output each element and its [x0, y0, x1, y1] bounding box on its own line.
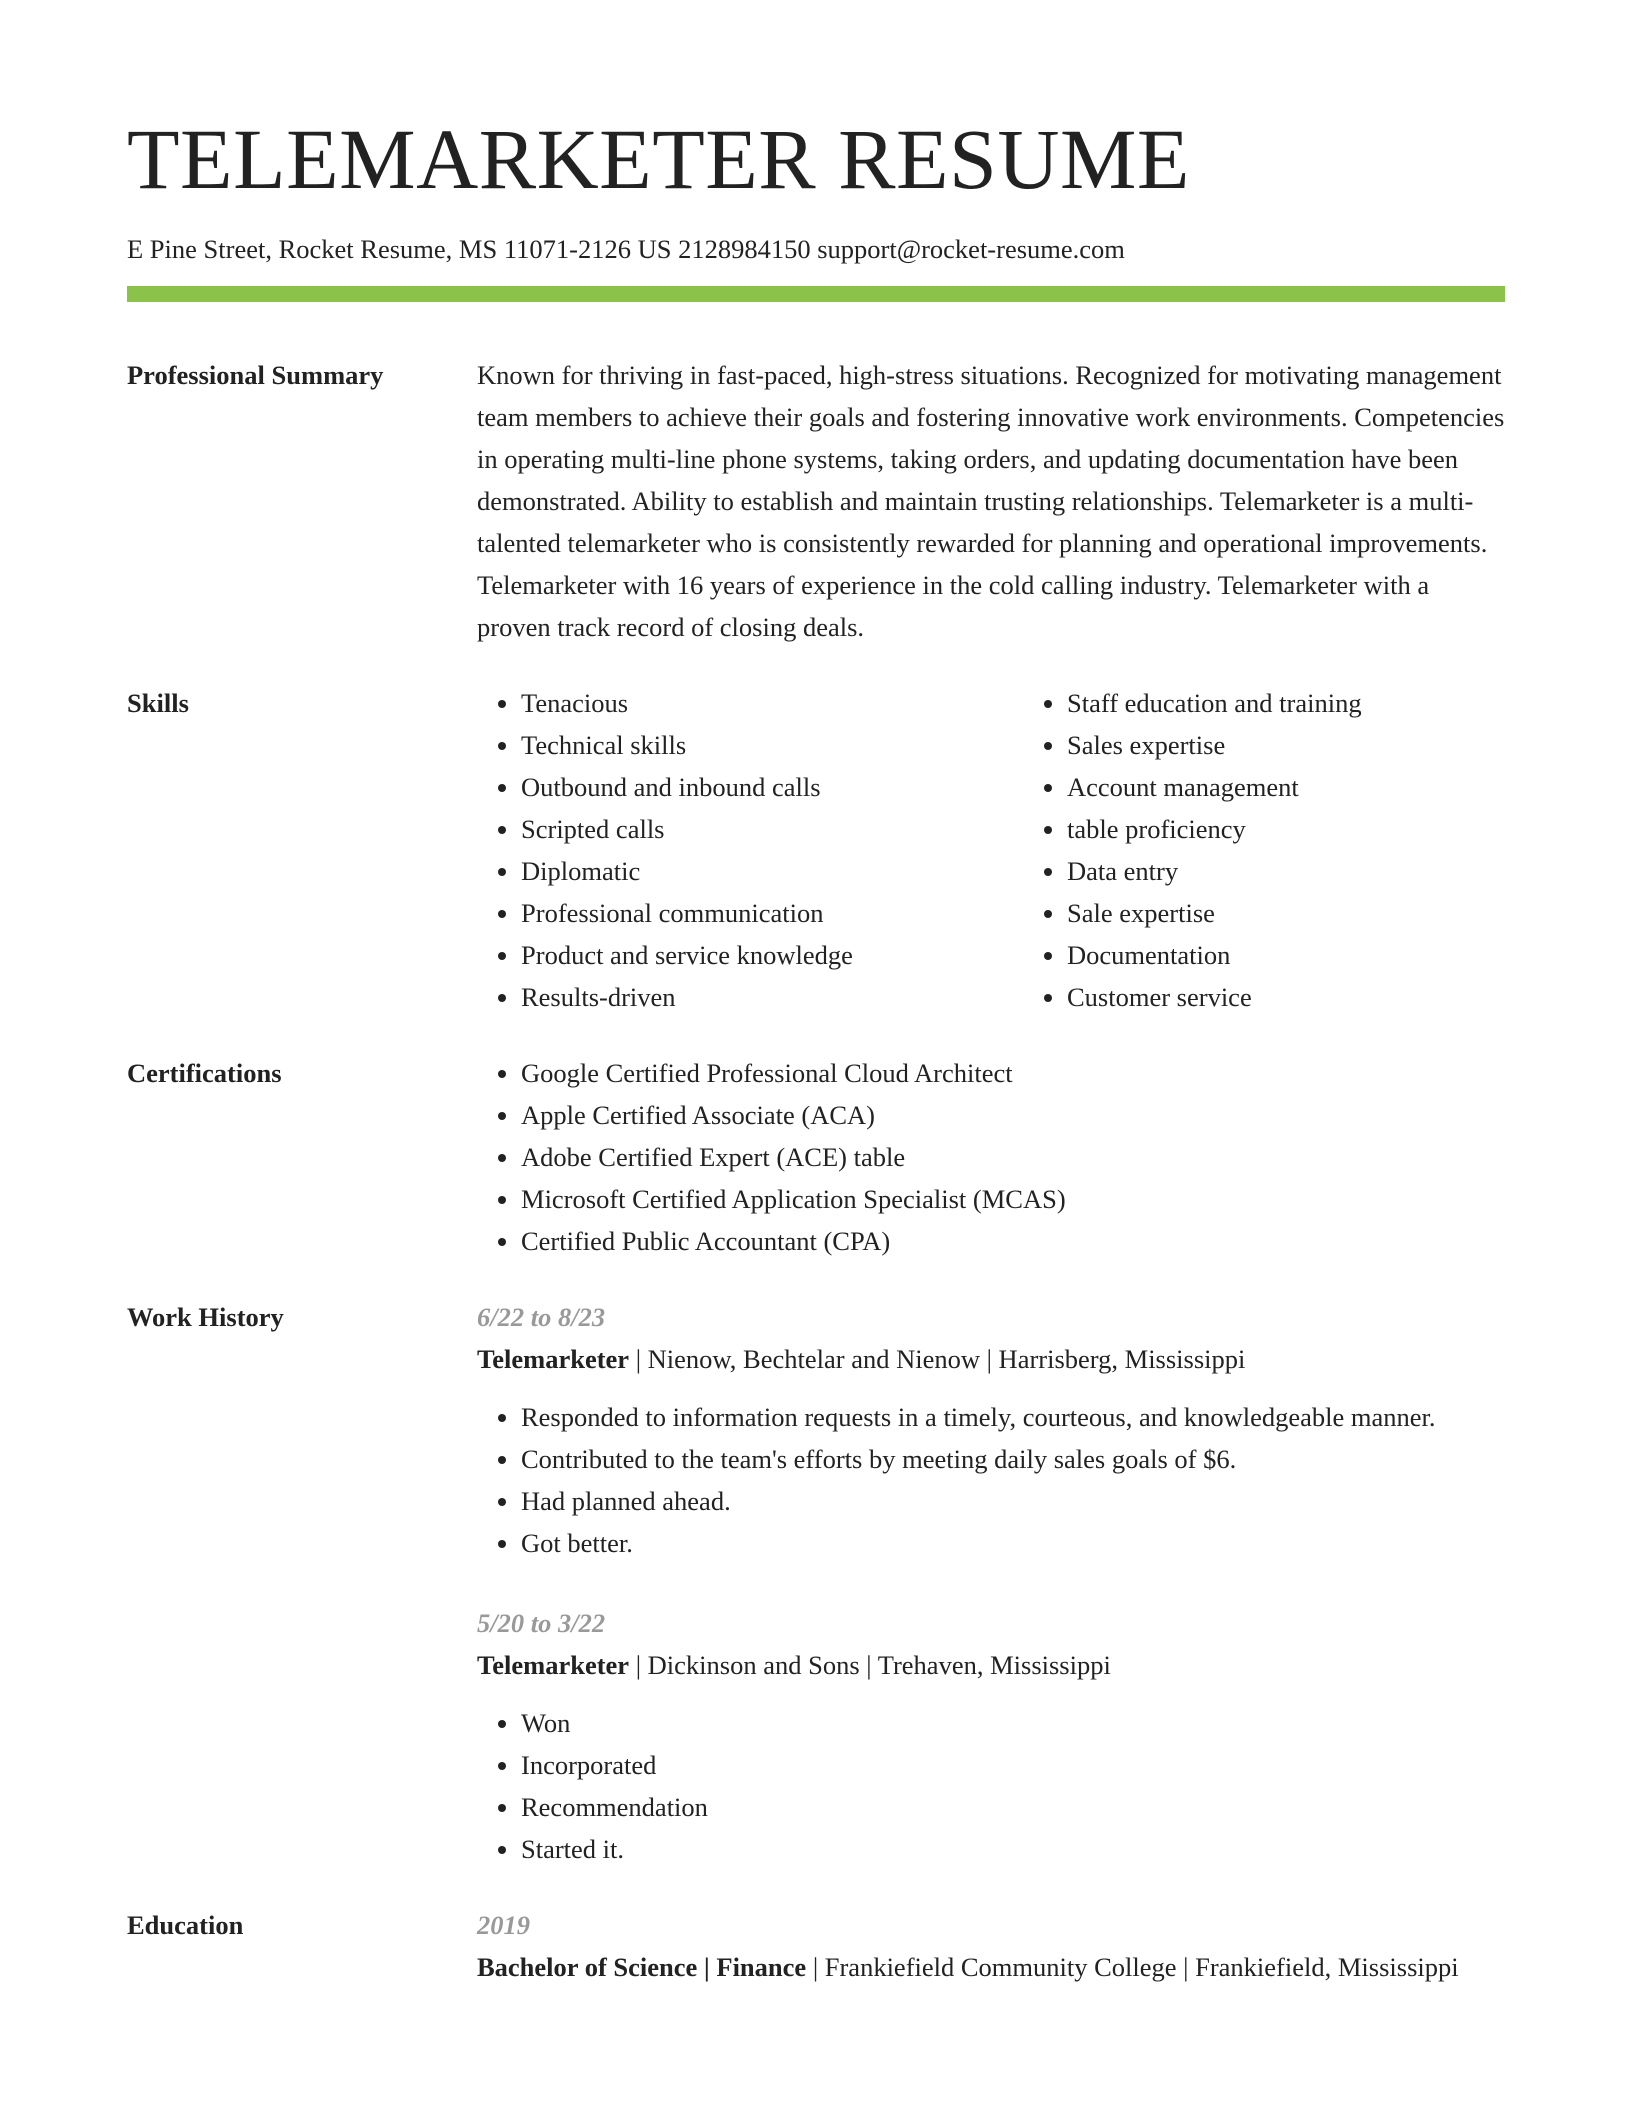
certification-item: • Google Certified Professional Cloud Architect [521, 1052, 1505, 1094]
certification-item: • Microsoft Certified Application Specialist (MCAS) [521, 1178, 1505, 1220]
skill-item: • Diplomatic [521, 850, 1023, 892]
certification-item: • Apple Certified Associate (ACA) [521, 1094, 1505, 1136]
job-bullet: • Contributed to the team's efforts by meeting daily sales goals of $6. [521, 1438, 1505, 1480]
certifications-list [477, 1052, 1505, 1262]
skills-heading: Skills [127, 688, 189, 718]
job-entry [477, 1602, 1505, 1870]
contact-line: E Pine Street, Rocket Resume, MS 11071-2126 US 2128984150 support@rocket-resume.com [127, 234, 1125, 264]
summary-heading: Professional Summary [127, 360, 384, 390]
resume-title: TELEMARKETER RESUME [127, 111, 1190, 207]
work-history-section [127, 1296, 1505, 1870]
job-bullets [477, 1702, 1505, 1870]
skill-item: • Documentation [1067, 934, 1569, 976]
education-section [127, 1904, 1505, 1988]
skills-list-left [477, 682, 1023, 1018]
skills-list-right [1023, 682, 1569, 1018]
job-heading [477, 1644, 1505, 1686]
skill-item: • Scripted calls [521, 808, 1023, 850]
job-details: | Dickinson and Sons | Trehaven, Mississippi [629, 1650, 1111, 1680]
work-history-heading: Work History [127, 1302, 284, 1332]
job-bullet: • Started it. [521, 1828, 1505, 1870]
job-bullet: • Had planned ahead. [521, 1480, 1505, 1522]
skill-item: • Staff education and training [1067, 682, 1569, 724]
skill-item: • table proficiency [1067, 808, 1569, 850]
certifications-heading: Certifications [127, 1058, 282, 1088]
job-bullet: • Responded to information requests in a timely, courteous, and knowledgeable manner. [521, 1396, 1505, 1438]
skill-item: • Account management [1067, 766, 1569, 808]
certification-item: • Certified Public Accountant (CPA) [521, 1220, 1505, 1262]
education-entry [477, 1946, 1505, 1988]
skill-item: • Results-driven [521, 976, 1023, 1018]
education-year: 2019 [477, 1910, 530, 1940]
job-dates: 6/22 to 8/23 [477, 1302, 606, 1332]
job-bullet: • Incorporated [521, 1744, 1505, 1786]
certifications-section [127, 1052, 1505, 1262]
skill-item: • Customer service [1067, 976, 1569, 1018]
education-details: | Frankiefield Community College | Frankiefield, Mississippi [806, 1952, 1459, 1982]
skill-item: • Outbound and inbound calls [521, 766, 1023, 808]
skill-item: • Sales expertise [1067, 724, 1569, 766]
certification-item: • Adobe Certified Expert (ACE) table [521, 1136, 1505, 1178]
summary-text: Known for thriving in fast-paced, high-stress situations. Recognized for motivating management team members to achieve their goals and fostering innovative work environments. Competencies in operating multi-line phone systems, taking orders, and updating documentation have been demonstrated. Ability to establish and maintain trusting relationships. Telemarketer is a multi-talented telemarketer who is consistently rewarded for planning and operational improvements. Telemarketer with 16 years of experience in the cold calling industry. Telemarketer with a proven track record of closing deals. [477, 360, 1505, 642]
job-dates: 5/20 to 3/22 [477, 1608, 606, 1638]
job-title: Telemarketer [477, 1344, 630, 1374]
job-bullets [477, 1396, 1505, 1564]
job-bullet: • Got better. [521, 1522, 1505, 1564]
education-degree: Bachelor of Science | Finance [477, 1952, 807, 1982]
skill-item: • Data entry [1067, 850, 1569, 892]
job-details: | Nienow, Bechtelar and Nienow | Harrisberg, Mississippi [629, 1344, 1246, 1374]
job-title: Telemarketer [477, 1650, 630, 1680]
skill-item: • Professional communication [521, 892, 1023, 934]
job-heading [477, 1338, 1505, 1380]
summary-section [127, 354, 1505, 648]
job-entry [477, 1296, 1505, 1564]
skill-item: • Tenacious [521, 682, 1023, 724]
skills-section [127, 682, 1505, 1018]
job-bullet: • Recommendation [521, 1786, 1505, 1828]
education-heading: Education [127, 1910, 244, 1940]
skill-item: • Technical skills [521, 724, 1023, 766]
accent-divider [127, 286, 1505, 302]
job-bullet: • Won [521, 1702, 1505, 1744]
skill-item: • Sale expertise [1067, 892, 1569, 934]
skill-item: • Product and service knowledge [521, 934, 1023, 976]
